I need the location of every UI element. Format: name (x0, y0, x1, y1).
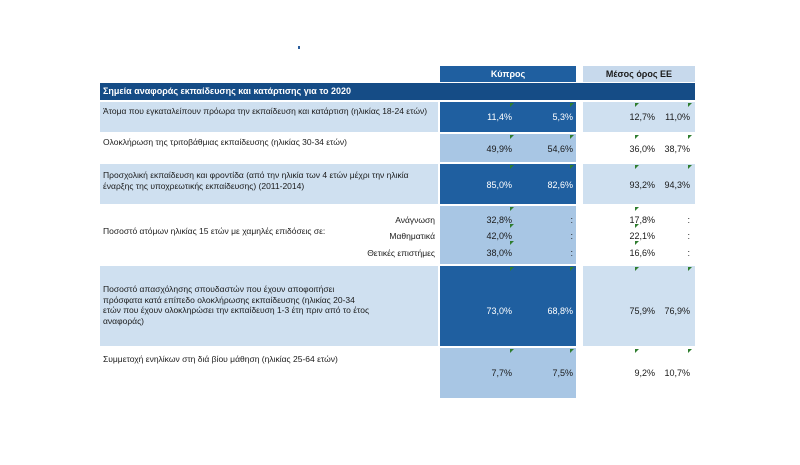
cyprus-value-1: 38,0% (486, 248, 512, 258)
cyprus-value-1: 7,7% (491, 368, 512, 378)
table-row (100, 164, 695, 204)
cyprus-value-2: : (570, 248, 573, 258)
eu-value-2: : (687, 231, 690, 241)
cyprus-value-2: 54,6% (547, 144, 573, 154)
eu-value-2: 10,7% (664, 368, 690, 378)
header-eu-average: Μέσος όρος ΕΕ (583, 66, 695, 82)
eu-value-1: 16,6% (629, 248, 655, 258)
eu-value-2: 76,9% (664, 306, 690, 316)
cyprus-value-1: 73,0% (486, 306, 512, 316)
cyprus-value-2: 82,6% (547, 180, 573, 190)
row-label: Ποσοστό απασχόλησης σπουδαστών που έχουν αποφοιτήσει πρόσφατα κατά επίπεδο ολοκλήρωσης εκπαίδευσης (ηλικίας 20-34 ετών που έχουν ολοκληρώσει την εκπαίδευση 1-3 έτη πριν από το έτος αναφοράς) (103, 284, 370, 326)
education-table (100, 58, 695, 398)
cyprus-value-2: : (570, 215, 573, 225)
eu-value-1: 17,8% (629, 215, 655, 225)
header-cyprus: Κύπρος (440, 66, 576, 82)
table-row (100, 102, 695, 132)
eu-value-1: 93,2% (629, 180, 655, 190)
cyprus-value-1: 32,8% (486, 215, 512, 225)
eu-value-2: 38,7% (664, 144, 690, 154)
eu-value-2: 94,3% (664, 180, 690, 190)
eu-value-1: 12,7% (629, 112, 655, 122)
cyprus-value-1: 49,9% (486, 144, 512, 154)
eu-value-1: 22,1% (629, 231, 655, 241)
row-label: Ολοκλήρωση της τριτοβάθμιας εκπαίδευσης (ηλικίας 30-34 ετών) (103, 137, 348, 147)
row-label: Άτομα που εγκαταλείπουν πρόωρα την εκπαίδευση και κατάρτιση (ηλικίας 18-24 ετών) (103, 106, 428, 116)
row-label: Ποσοστό ατόμων ηλικίας 15 ετών με χαμηλές επιδόσεις σε: (103, 226, 326, 236)
cyprus-value-2: 7,5% (552, 368, 573, 378)
row-label: Συμμετοχή ενηλίκων στη διά βίου μάθηση (ηλικίας 25-64 ετών) (103, 354, 338, 364)
decorative-dot (298, 46, 300, 49)
subrow-label: Μαθηματικά (389, 231, 435, 241)
subrow-label: Θετικές επιστήμες (367, 248, 435, 258)
cyprus-value-1: 42,0% (486, 231, 512, 241)
table-row (100, 206, 695, 264)
eu-value-1: 75,9% (629, 306, 655, 316)
eu-value-1: 36,0% (629, 144, 655, 154)
cyprus-value-1: 11,4% (487, 112, 512, 122)
band-title: Σημεία αναφοράς εκπαίδευσης και κατάρτισης για το 2020 (100, 83, 695, 100)
cyprus-value-2: : (570, 231, 573, 241)
cyprus-value-1: 85,0% (486, 180, 512, 190)
row-label: Προσχολική εκπαίδευση και φροντίδα (από την ηλικία των 4 ετών μέχρι την ηλικία έναρξης της υποχρεωτικής εκπαίδευσης) (2011-2014) (103, 170, 409, 191)
cyprus-value-2: 5,3% (552, 112, 573, 122)
eu-value-2: : (687, 248, 690, 258)
table-row (100, 134, 695, 162)
table-row (100, 266, 695, 346)
eu-value-2: : (687, 215, 690, 225)
cyprus-value-2: 68,8% (547, 306, 573, 316)
eu-value-2: 11,0% (665, 112, 690, 122)
subrow-label: Ανάγνωση (395, 215, 435, 225)
table-row (100, 348, 695, 398)
eu-value-1: 9,2% (634, 368, 655, 378)
